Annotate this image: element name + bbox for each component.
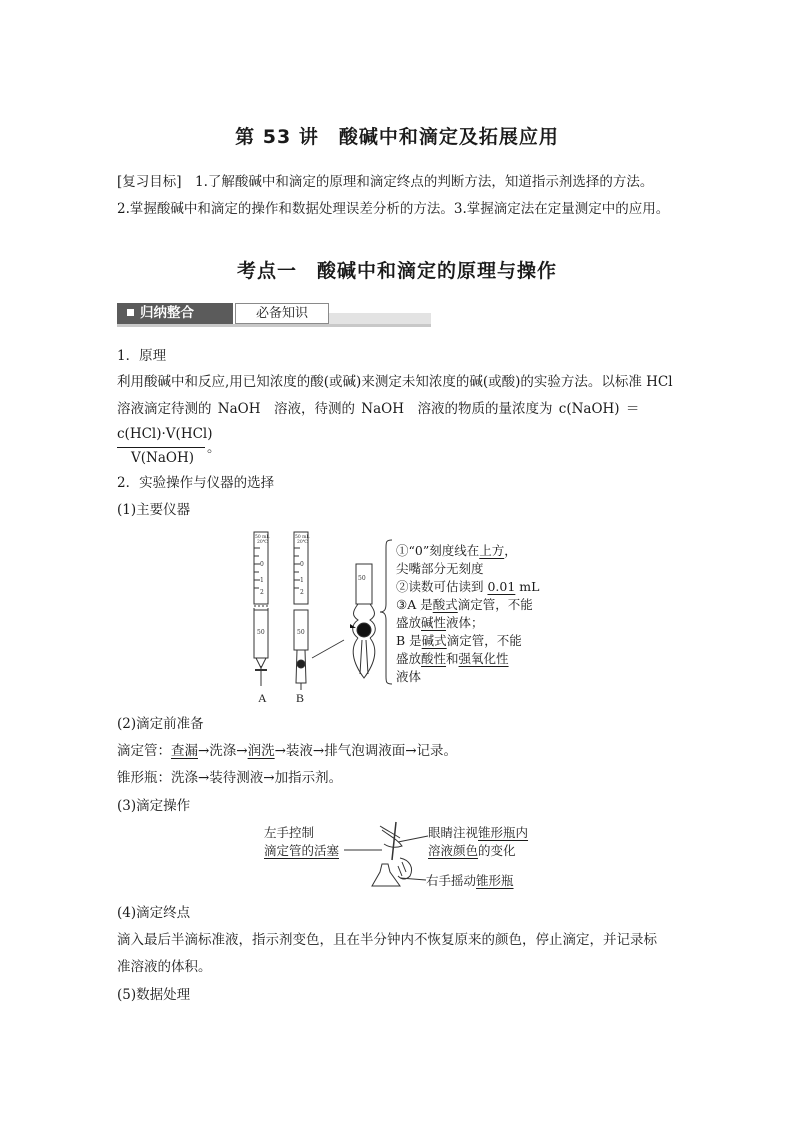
lesson-title: 第 53 讲 酸碱中和滴定及拓展应用 xyxy=(235,126,559,148)
titration-operation-figure xyxy=(340,820,432,894)
note-line-8: 液体 xyxy=(396,669,422,684)
endpoint-line-1: 滴入最后半滴标准液，指示剂变色，且在半分钟内不恢复原来的颜色，停止滴定，并记录标 xyxy=(117,932,657,948)
section-banner xyxy=(117,303,431,327)
pointer-line xyxy=(312,640,344,658)
formula-denominator: V(NaOH) xyxy=(131,450,194,466)
review-goals-line-2: 2.掌握酸碱中和滴定的操作和数据处理误差分析的方法。3.掌握滴定法在定量测定中的应用。 xyxy=(117,201,670,217)
tick-2-b: 2 xyxy=(300,589,304,596)
banner-rule xyxy=(117,324,431,327)
tick-0-a: 0 xyxy=(260,561,264,568)
mark-50-a: 50 xyxy=(257,629,265,636)
banner-knowledge: 必备知识 xyxy=(235,303,329,324)
burette-label-b: B xyxy=(296,691,305,705)
cap-temp-a: 20℃ xyxy=(257,540,268,545)
note-line-2: 尖嘴部分无刻度 xyxy=(396,561,484,576)
principle-heading: 1．原理 xyxy=(117,348,167,364)
acid-burette-illustration xyxy=(254,532,268,686)
cap-label-b: 50 mL xyxy=(295,535,310,540)
note-line-7: 盛放酸性和强氧化性 xyxy=(396,651,509,666)
flask-preparation: 锥形瓶：洗涤→装待测液→加指示剂。 xyxy=(117,770,343,786)
cap-label-a: 50 mL xyxy=(255,535,270,540)
note-line-5: 盛放碱性液体； xyxy=(396,615,484,630)
right-hand-fingers xyxy=(398,862,406,876)
operation-subheading: (3)滴定操作 xyxy=(117,798,191,814)
note-line-3: ②读数可估读到 0.01 mL xyxy=(396,579,540,594)
principle-line-1: 利用酸碱中和反应,用已知浓度的酸(或碱)来测定未知浓度的碱(或酸)的实验方法。以标准 HCl xyxy=(117,374,673,390)
cap-temp-b: 20℃ xyxy=(297,540,308,545)
burette-figure xyxy=(240,528,400,708)
endpoint-subheading: (4)滴定终点 xyxy=(117,905,191,921)
formula-numerator: c(HCl)·V(HCl) xyxy=(117,426,213,442)
tick-1-a: 1 xyxy=(260,577,264,584)
tick-2-a: 2 xyxy=(260,589,264,596)
op-right-label-2: 溶液颜色的变化 xyxy=(428,843,516,858)
arrow-icon xyxy=(350,624,356,628)
left-hand xyxy=(380,826,400,838)
square-icon xyxy=(127,309,134,316)
tick-0-b: 0 xyxy=(300,561,304,568)
burette-preparation: 滴定管：查漏→洗涤→润洗→装液→排气泡调液面→记录。 xyxy=(117,743,458,759)
conical-flask xyxy=(372,864,400,886)
note-line-6: B 是碱式滴定管，不能 xyxy=(396,633,522,648)
op-left-label-1: 左手控制 xyxy=(264,825,315,840)
preparation-subheading: (2)滴定前准备 xyxy=(117,716,204,732)
section-title: 考点一 酸碱中和滴定的原理与操作 xyxy=(236,260,557,282)
op-left-label-2: 滴定管的活塞 xyxy=(264,843,340,858)
pointer-right-top xyxy=(398,836,428,842)
experiment-heading: 2．实验操作与仪器的选择 xyxy=(117,475,275,491)
note-line-4: ③A 是酸式滴定管，不能 xyxy=(396,597,533,612)
endpoint-line-2: 准溶液的体积。 xyxy=(117,959,212,975)
brace-bracket xyxy=(380,540,392,684)
base-burette-illustration xyxy=(294,532,308,690)
burette-notes xyxy=(396,542,539,686)
formula-end: 。 xyxy=(207,440,221,456)
banner-summary-label: 归纳整合 xyxy=(140,305,194,321)
mark-50-b: 50 xyxy=(297,629,305,636)
fraction-bar xyxy=(117,447,205,448)
enlarged-mark-50: 50 xyxy=(358,575,366,582)
burette-label-a: A xyxy=(258,691,267,705)
op-right-label-3: 右手摇动锥形瓶 xyxy=(426,873,514,888)
tick-1-b: 1 xyxy=(300,577,304,584)
principle-line-2: 溶液滴定待测的 NaOH 溶液，待测的 NaOH 溶液的物质的量浓度为 c(NaOH) ＝ xyxy=(117,401,640,417)
op-right-label-1: 眼睛注视锥形瓶内 xyxy=(428,825,529,840)
banner-summary xyxy=(117,303,233,324)
instruments-subheading: (1)主要仪器 xyxy=(117,502,191,518)
note-line-1: ①“0”刻度线在上方， xyxy=(396,543,517,558)
banner-rule-light xyxy=(329,313,431,324)
burette-tube xyxy=(392,822,396,860)
review-goals-line-1: [复习目标] 1.了解酸碱中和滴定的原理和滴定终点的判断方法，知道指示剂选择的方法。 xyxy=(117,174,654,190)
data-processing-subheading: (5)数据处理 xyxy=(117,987,191,1003)
